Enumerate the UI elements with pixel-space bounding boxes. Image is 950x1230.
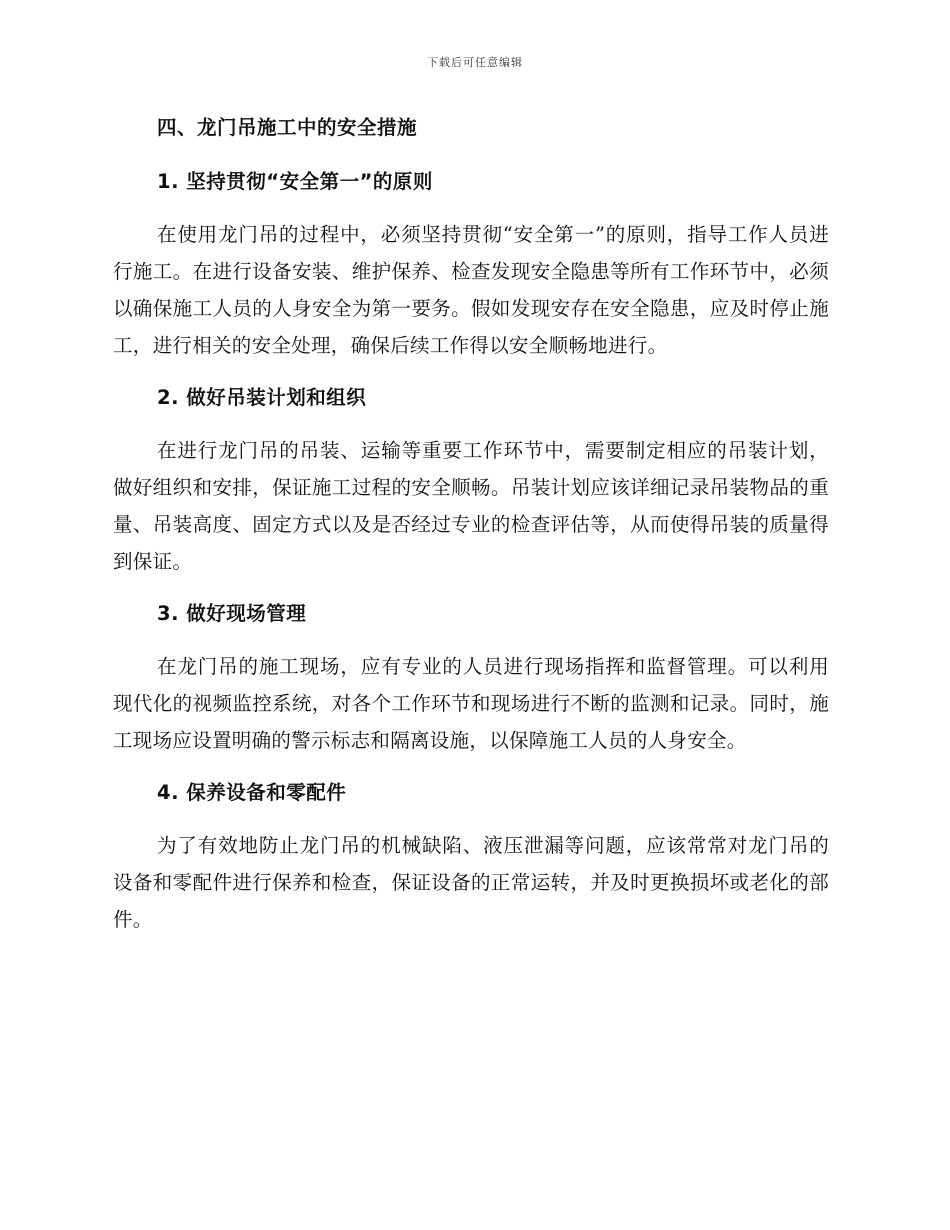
subsection-paragraph: 为了有效地防止龙门吊的机械缺陷、液压泄漏等问题，应该常常对龙门吊的设备和零配件进行保养和检查，保证设备的正常运转，并及时更换损坏或老化的部件。 bbox=[113, 834, 829, 931]
section-title: 四、龙门吊施工中的安全措施 bbox=[157, 116, 418, 139]
subsection-4 bbox=[113, 775, 829, 938]
subsection-heading: 2. 做好吊装计划和组织 bbox=[157, 386, 367, 409]
subsection-paragraph: 在龙门吊的施工现场，应有专业的人员进行现场指挥和监督管理。可以利用现代化的视频监控系统，对各个工作环节和现场进行不断的监测和记录。同时，施工现场应设置明确的警示标志和隔离设施，以保障施工人员的人身安全。 bbox=[113, 655, 829, 752]
document-body bbox=[113, 110, 829, 954]
subsection-heading: 3. 做好现场管理 bbox=[157, 602, 307, 625]
subsection-3 bbox=[113, 596, 829, 759]
page-header-note: 下载后可任意编辑 bbox=[427, 56, 523, 69]
subsection-heading: 1. 坚持贯彻“安全第一”的原则 bbox=[157, 170, 433, 193]
subsection-1 bbox=[113, 164, 829, 364]
subsection-paragraph: 在进行龙门吊的吊装、运输等重要工作环节中，需要制定相应的吊装计划，做好组织和安排，保证施工过程的安全顺畅。吊装计划应该详细记录吊装物品的重量、吊装高度、固定方式以及是否经过专业的检查评估等，从而使得吊装的质量得到保证。 bbox=[113, 439, 829, 573]
subsection-heading: 4. 保养设备和零配件 bbox=[157, 781, 347, 804]
subsection-paragraph: 在使用龙门吊的过程中，必须坚持贯彻“安全第一”的原则，指导工作人员进行施工。在进行设备安装、维护保养、检查发现安全隐患等所有工作环节中，必须以确保施工人员的人身安全为第一要务。假如发现安存在安全隐患，应及时停止施工，进行相关的安全处理，确保后续工作得以安全顺畅地进行。 bbox=[113, 223, 829, 357]
subsection-2 bbox=[113, 380, 829, 580]
